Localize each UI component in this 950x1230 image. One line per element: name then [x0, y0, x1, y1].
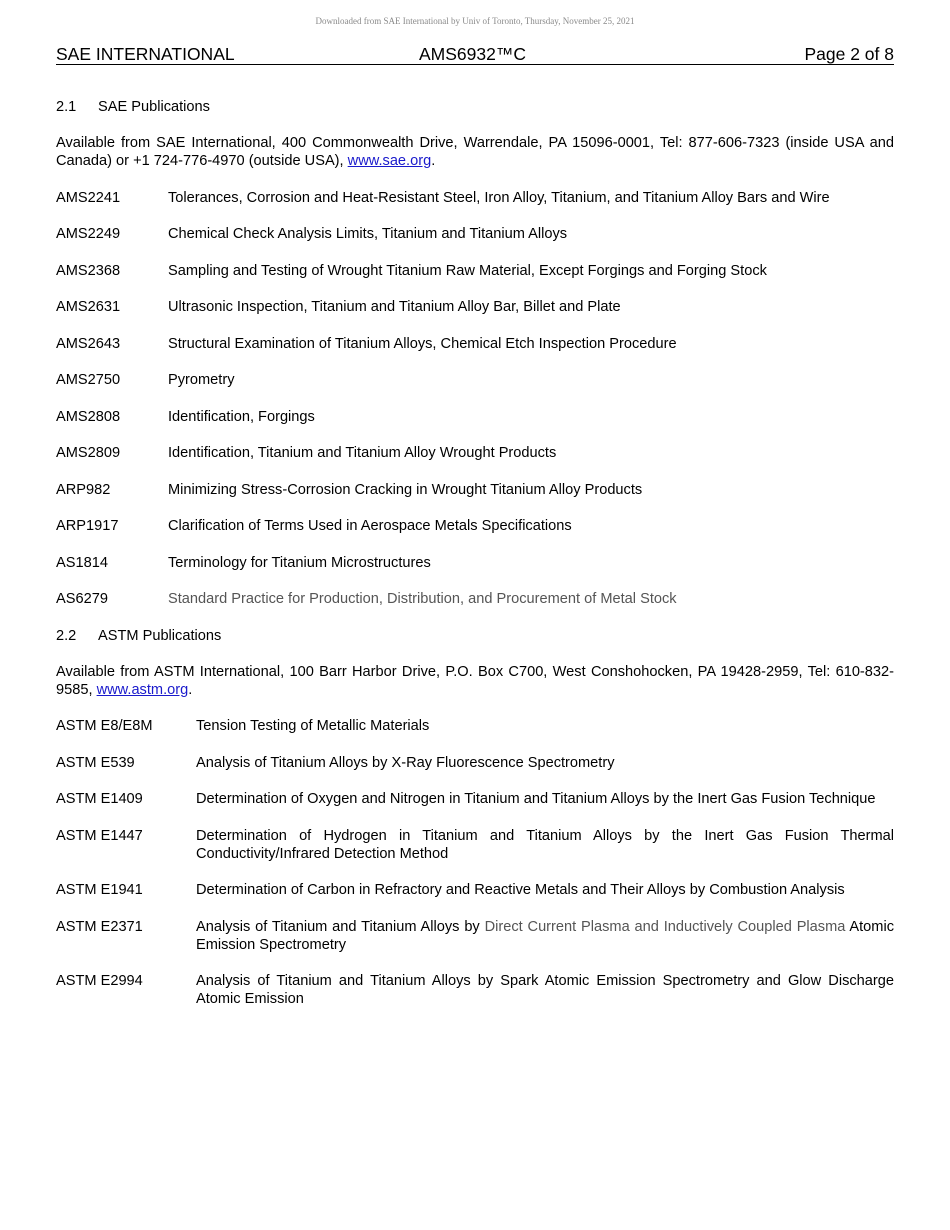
reference-item — [56, 335, 894, 353]
sae-availability — [56, 134, 894, 170]
reference-item — [56, 517, 894, 535]
reference-item — [56, 225, 894, 243]
reference-code: ASTM E1941 — [56, 882, 143, 898]
availability-end: . — [188, 681, 193, 698]
reference-title: Determination of Oxygen and Nitrogen in Titanium and Titanium Alloys by the Inert Gas Fusion Technique — [196, 791, 876, 807]
reference-item — [56, 717, 894, 735]
reference-item — [56, 554, 894, 572]
reference-item — [56, 590, 894, 608]
reference-code: ARP1917 — [56, 518, 119, 534]
reference-code: AMS2808 — [56, 408, 121, 425]
section-title: ASTM Publications — [98, 627, 222, 644]
reference-code: AMS2241 — [56, 189, 121, 206]
reference-title: Terminology for Titanium Microstructures — [168, 554, 431, 571]
reference-title: Minimizing Stress-Corrosion Cracking in Wrought Titanium Alloy Products — [168, 481, 643, 498]
availability-text: Available from SAE International, 400 Commonwealth Drive, Warrendale, PA 15096-0001, Tel: 877-606-7323 (inside USA and Canada) or +1 724-776-4970 (outside USA), — [56, 135, 894, 169]
reference-title — [196, 918, 894, 954]
reference-item — [56, 298, 894, 316]
reference-title-part: Direct Current Plasma and Inductively Coupled Plasma — [484, 918, 846, 935]
reference-title: Tolerances, Corrosion and Heat-Resistant Steel, Iron Alloy, Titanium, and Titanium Alloy Bars and Wire — [168, 189, 830, 206]
section-2-1-heading — [56, 98, 894, 116]
reference-item — [56, 481, 894, 499]
section-number: 2.1 — [56, 99, 77, 115]
reference-title-part: Atomic Emission Spectrometry — [196, 918, 894, 953]
reference-code: ASTM E2371 — [56, 918, 143, 935]
reference-code: AMS2368 — [56, 262, 121, 279]
reference-code: ASTM E539 — [56, 754, 135, 771]
reference-item — [56, 371, 894, 389]
reference-code: ASTM E1447 — [56, 827, 143, 844]
reference-title: Analysis of Titanium and Titanium Alloys by Spark Atomic Emission Spectrometry and Glow Discharge Atomic Emission — [196, 973, 894, 1007]
reference-item — [56, 189, 894, 207]
reference-title: Analysis of Titanium Alloys by X-Ray Fluorescence Spectrometry — [196, 754, 615, 771]
reference-item — [56, 444, 894, 462]
reference-title: Chemical Check Analysis Limits, Titanium and Titanium Alloys — [168, 226, 568, 242]
reference-title: Ultrasonic Inspection, Titanium and Titanium Alloy Bar, Billet and Plate — [168, 299, 621, 315]
header-org: SAE INTERNATIONAL — [56, 44, 235, 64]
astm-website-link[interactable]: www.astm.org — [96, 681, 189, 698]
section-number: 2.2 — [56, 627, 77, 644]
reference-title: Standard Practice for Production, Distribution, and Procurement of Metal Stock — [168, 591, 677, 607]
reference-title: Structural Examination of Titanium Alloys, Chemical Etch Inspection Procedure — [168, 335, 677, 352]
header-doc-number: AMS6932™C — [419, 44, 526, 64]
reference-code: ARP982 — [56, 481, 111, 498]
section-title: SAE Publications — [98, 99, 210, 115]
reference-code: AMS2249 — [56, 226, 121, 242]
reference-code: AS6279 — [56, 591, 108, 607]
document-body — [56, 98, 894, 1027]
reference-title: Identification, Titanium and Titanium Alloy Wrought Products — [168, 445, 557, 461]
astm-availability — [56, 663, 894, 699]
reference-code: ASTM E1409 — [56, 791, 143, 807]
reference-title: Sampling and Testing of Wrought Titanium Raw Material, Except Forgings and Forging Stock — [168, 262, 767, 279]
reference-title: Determination of Carbon in Refractory and Reactive Metals and Their Alloys by Combustion Analysis — [196, 882, 845, 898]
reference-title: Tension Testing of Metallic Materials — [196, 718, 430, 734]
page-header — [56, 44, 894, 65]
reference-item — [56, 918, 894, 954]
reference-title: Determination of Hydrogen in Titanium and Titanium Alloys by the Inert Gas Fusion Thermal Conductivity/Infrared Detection Method — [196, 827, 894, 862]
reference-code: AMS2643 — [56, 335, 121, 352]
reference-item — [56, 754, 894, 772]
reference-title: Identification, Forgings — [168, 408, 315, 425]
reference-title: Clarification of Terms Used in Aerospace Metals Specifications — [168, 518, 572, 534]
reference-item — [56, 881, 894, 899]
sae-website-link[interactable]: www.sae.org — [347, 153, 432, 169]
reference-item — [56, 972, 894, 1008]
reference-code: ASTM E2994 — [56, 973, 143, 989]
reference-title: Pyrometry — [168, 372, 235, 388]
reference-code: AMS2809 — [56, 445, 121, 461]
availability-text: Available from ASTM International, 100 Barr Harbor Drive, P.O. Box C700, West Conshohocken, PA 19428-2959, Tel: 610-832-9585, — [56, 663, 894, 698]
reference-item — [56, 408, 894, 426]
reference-item — [56, 827, 894, 863]
download-watermark: Downloaded from SAE International by Univ of Toronto, Thursday, November 25, 2021 — [315, 16, 635, 26]
availability-end: . — [431, 153, 436, 169]
sae-reference-list — [56, 189, 894, 609]
reference-code: AS1814 — [56, 554, 108, 571]
reference-code: AMS2631 — [56, 299, 121, 315]
reference-code: AMS2750 — [56, 372, 121, 388]
header-page-number: Page 2 of 8 — [804, 44, 894, 64]
reference-item — [56, 262, 894, 280]
reference-title-part: Analysis of Titanium and Titanium Alloys by — [196, 918, 485, 935]
astm-reference-list — [56, 717, 894, 1008]
reference-item — [56, 790, 894, 808]
reference-code: ASTM E8/E8M — [56, 718, 153, 734]
section-2-2-heading — [56, 627, 894, 645]
